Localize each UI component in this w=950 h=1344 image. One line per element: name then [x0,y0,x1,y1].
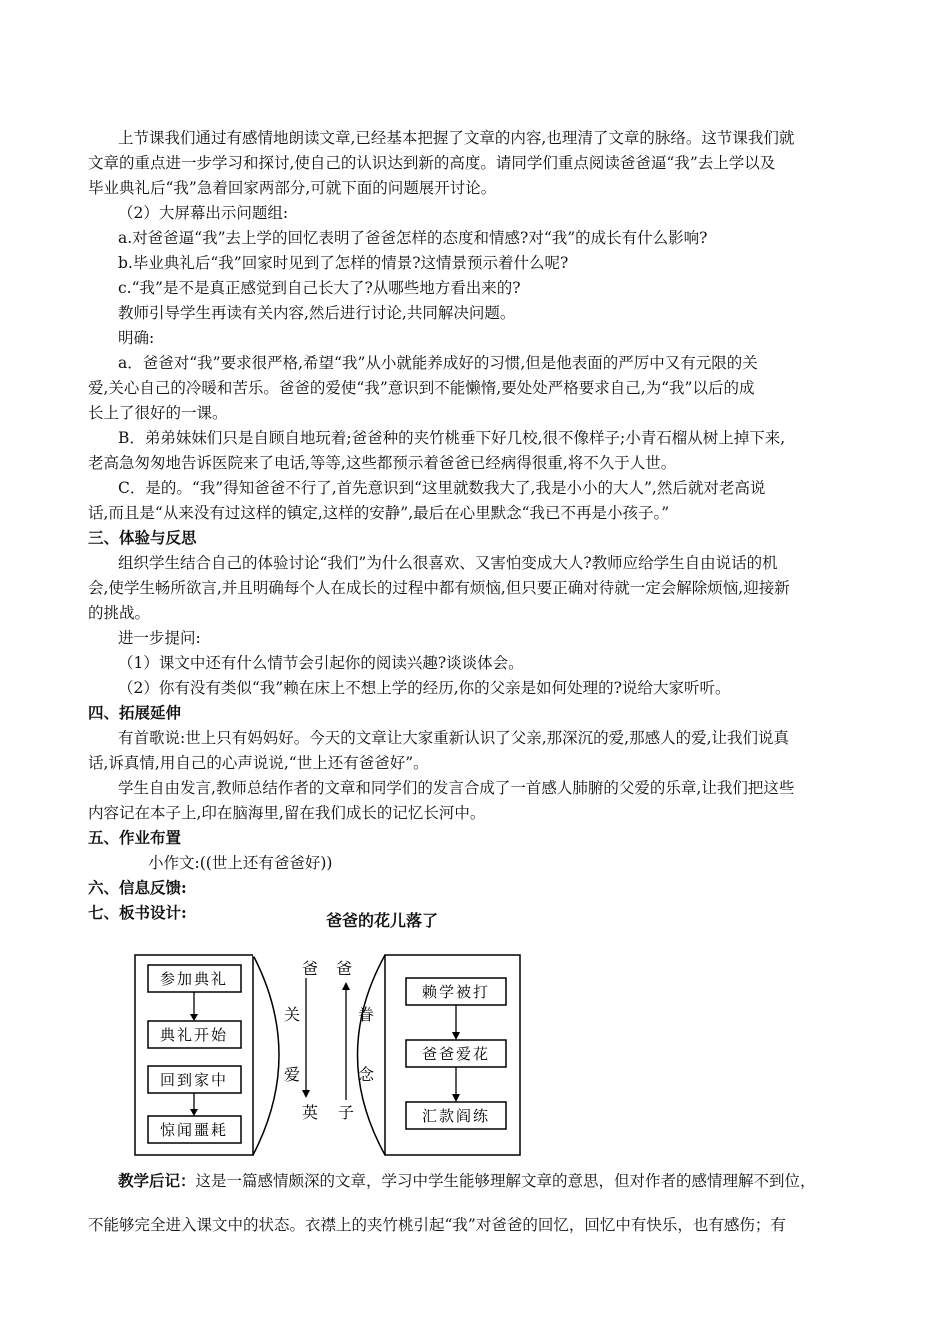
further-question-1: （1）课文中还有什么情节会引起你的阅读兴趣?谈谈体会。 [118,654,524,672]
mid-right-char: 念 [357,1065,375,1084]
reflection-line2: 会,使学生畅所欲言,并且明确每个人在成长的过程中都有烦恼,但只要正确对待就一定会解除烦恼,迎接新 [88,579,790,597]
teacher-guide: 教师引导学生再读有关内容,然后进行讨论,共同解决问题。 [118,304,516,322]
mid-left-char: 爱 [283,1065,301,1084]
extension-a-line2: 话,诉真情,用自己的心声说说,“世上还有爸爸好”。 [88,754,429,772]
question-a: a.对爸爸逼“我”去上学的回忆表明了爸爸怎样的态度和情感?对“我”的成长有什么影响? [118,229,708,247]
mid-right-char: 子 [337,1103,355,1122]
mid-left-char: 英 [301,1103,319,1122]
heading-reflection: 三、体验与反思 [88,528,197,547]
question-c: c.“我”是不是真正感觉到自己长大了?从哪些地方看出来的? [118,279,521,297]
right-curve [358,955,386,1155]
mid-right-char: 爸 [335,959,353,978]
paragraph-intro-line1: 上节课我们通过有感情地朗读文章,已经基本把握了文章的内容,也理清了文章的脉络。这节课我们就 [118,129,795,147]
diagram-drawing [130,900,530,1160]
mid-left-char: 爸 [301,959,319,978]
right-box-text: 汇款阎练 [421,1107,491,1125]
answer-a-line3: 长上了很好的一课。 [88,404,228,422]
right-box-text: 赖学被打 [421,983,491,1001]
paragraph-intro-line3: 毕业典礼后“我”急着回家两部分,可就下面的问题展开讨论。 [88,179,497,197]
diagram-title: 爸爸的花儿落了 [325,911,438,930]
extension-b-line2: 内容记在本子上,印在脑海里,留在我们成长的记忆长河中。 [88,804,486,822]
reflection-line1: 组织学生结合自己的体验讨论“我们”为什么很喜欢、又害怕变成大人?教师应给学生自由说话的机 [118,554,778,572]
extension-a-line1: 有首歌说:世上只有妈妈好。今天的文章让大家重新认识了父亲,那深沉的爱,那感人的爱,让我们说真 [118,729,790,747]
postscript-text: 这是一篇感情颇深的文章，学习中学生能够理解文章的意思，但对作者的感情理解不到位， [195,1172,816,1190]
postscript-line2: 不能够完全进入课文中的状态。衣襟上的夹竹桃引起“我”对爸爸的回忆，回忆中有快乐，也有感伤；有 [88,1216,786,1234]
clarify-label: 明确: [118,329,155,347]
right-box-text: 爸爸爱花 [421,1045,491,1063]
answer-b-line1: B．弟弟妹妹们只是自顾自地玩着;爸爸种的夹竹桃垂下好几校,很不像样子;小青石榴从树上掉下来, [118,429,786,447]
postscript-label: 教学后记： [118,1171,196,1190]
board-design-diagram [130,900,530,1160]
paragraph-intro-line2: 文章的重点进一步学习和探讨,使自己的认识达到新的高度。请同学们重点阅读爸爸逼“我”去上学以及 [88,154,776,172]
left-box-text: 参加典礼 [159,970,229,988]
extension-b-line1: 学生自由发言,教师总结作者的文章和同学们的发言合成了一首感人肺腑的父爱的乐章,让我们把这些 [118,779,795,797]
answer-a-line1: a．爸爸对“我”要求很严格,希望“我”从小就能养成好的习惯,但是他表面的严厉中又有元限的关 [118,354,758,372]
homework-text: 小作文:((世上还有爸爸好)) [148,854,333,872]
heading-homework: 五、作业布置 [88,828,182,847]
answer-b-line2: 老高急匆匆地告诉医院来了电话,等等,这些都预示着爸爸已经病得很重,将不久于人世。 [88,454,677,472]
left-box-text: 惊闻噩耗 [159,1121,229,1139]
left-box-text: 回到家中 [159,1071,229,1089]
further-question-label: 进一步提问: [118,629,201,647]
question-b: b.毕业典礼后“我”回家时见到了怎样的情景?这情景预示着什么呢? [118,254,569,272]
reflection-line3: 的挑战。 [88,604,151,622]
answer-c-line2: 话,而且是“从来没有过这样的镇定,这样的安静”,最后在心里默念“我已不再是小孩子。” [88,504,670,522]
postscript-line1 [118,1170,816,1192]
heading-feedback: 六、信息反馈: [88,878,187,897]
further-question-2: （2）你有没有类似“我”赖在床上不想上学的经历,你的父亲是如何处理的?说给大家听听。 [118,679,731,697]
heading-extension: 四、拓展延伸 [88,703,182,722]
left-curve [253,955,279,1155]
answer-c-line1: C．是的。“我”得知爸爸不行了,首先意识到“这里就数我大了,我是小小的大人”,然后就对老高说 [118,479,766,497]
left-box-text: 典礼开始 [159,1026,229,1044]
answer-a-line2: 爱,关心自己的冷暖和苦乐。爸爸的爱使“我”意识到不能懒惰,要处处严格要求自己,为“我”以后的成 [88,379,755,397]
question-group-intro: （2）大屏幕出示问题组: [118,204,289,222]
mid-left-char: 关 [283,1005,301,1024]
mid-right-char: 眷 [357,1005,375,1024]
heading-board-design: 七、板书设计: [88,903,187,922]
